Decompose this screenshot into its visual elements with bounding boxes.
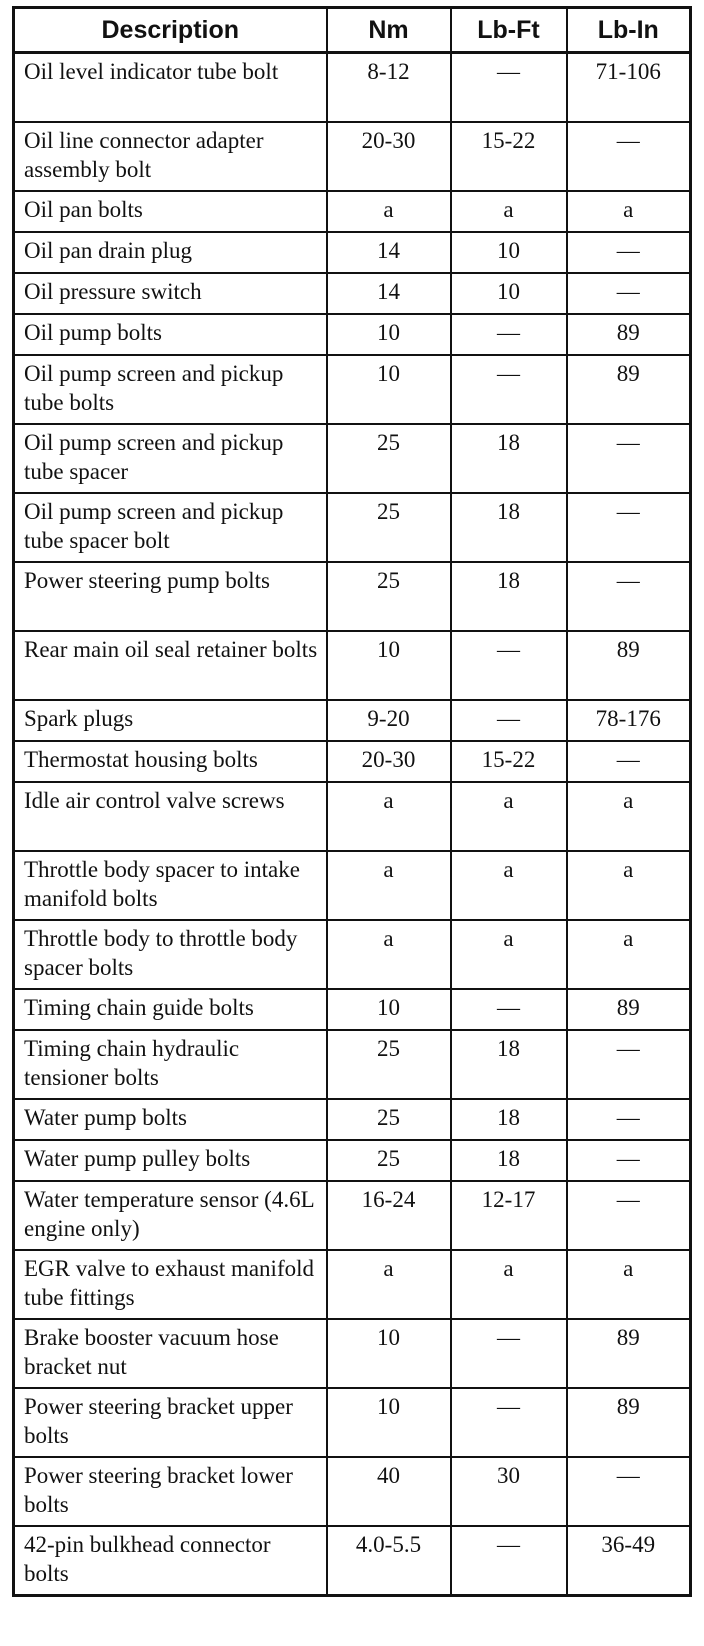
nm-cell: 10 xyxy=(327,355,451,424)
table-row xyxy=(14,920,691,989)
nm-cell: 10 xyxy=(327,631,451,700)
lb-in-cell: 78-176 xyxy=(567,700,691,741)
table-body xyxy=(14,53,691,1596)
lb-in-cell: — xyxy=(567,1030,691,1099)
table-row xyxy=(14,232,691,273)
table-row xyxy=(14,53,691,123)
torque-spec-table xyxy=(12,6,692,1597)
nm-cell: 8-12 xyxy=(327,53,451,123)
nm-cell: 16-24 xyxy=(327,1181,451,1250)
lb-ft-cell: — xyxy=(451,989,567,1030)
nm-cell: 25 xyxy=(327,1099,451,1140)
lb-in-cell: a xyxy=(567,920,691,989)
table-row xyxy=(14,1526,691,1596)
lb-ft-cell: 18 xyxy=(451,1140,567,1181)
table-row xyxy=(14,1030,691,1099)
lb-ft-cell: — xyxy=(451,314,567,355)
description-cell: Power steering bracket lower bolts xyxy=(14,1457,327,1526)
lb-in-cell: a xyxy=(567,191,691,232)
lb-ft-cell: — xyxy=(451,1319,567,1388)
lb-ft-cell: 15-22 xyxy=(451,122,567,191)
description-cell: Thermostat housing bolts xyxy=(14,741,327,782)
nm-cell: a xyxy=(327,191,451,232)
nm-cell: 9-20 xyxy=(327,700,451,741)
lb-ft-cell: 18 xyxy=(451,1030,567,1099)
description-cell: Oil pan bolts xyxy=(14,191,327,232)
lb-ft-cell: a xyxy=(451,782,567,851)
description-cell: Oil pump screen and pickup tube spacer xyxy=(14,424,327,493)
description-cell: Oil pump screen and pickup tube bolts xyxy=(14,355,327,424)
lb-ft-cell: 18 xyxy=(451,562,567,631)
description-cell: Throttle body to throttle body spacer bolts xyxy=(14,920,327,989)
table-row xyxy=(14,562,691,631)
description-cell: 42-pin bulkhead connector bolts xyxy=(14,1526,327,1596)
lb-in-cell: 89 xyxy=(567,1319,691,1388)
nm-cell: 25 xyxy=(327,1140,451,1181)
lb-in-cell: — xyxy=(567,493,691,562)
table-row xyxy=(14,191,691,232)
table-row xyxy=(14,782,691,851)
nm-cell: 14 xyxy=(327,232,451,273)
lb-in-cell: a xyxy=(567,1250,691,1319)
lb-in-cell: — xyxy=(567,1099,691,1140)
lb-ft-cell: 10 xyxy=(451,273,567,314)
nm-cell: a xyxy=(327,851,451,920)
nm-cell: 20-30 xyxy=(327,741,451,782)
description-cell: Water pump pulley bolts xyxy=(14,1140,327,1181)
lb-ft-cell: — xyxy=(451,1388,567,1457)
lb-ft-cell: — xyxy=(451,1526,567,1596)
nm-cell: 10 xyxy=(327,1319,451,1388)
nm-cell: 10 xyxy=(327,1388,451,1457)
description-cell: Spark plugs xyxy=(14,700,327,741)
description-cell: Timing chain guide bolts xyxy=(14,989,327,1030)
lb-in-cell: — xyxy=(567,741,691,782)
nm-cell: a xyxy=(327,1250,451,1319)
lb-in-cell: — xyxy=(567,232,691,273)
table-row xyxy=(14,989,691,1030)
table-row xyxy=(14,1181,691,1250)
description-cell: Timing chain hydraulic tensioner bolts xyxy=(14,1030,327,1099)
lb-in-cell: — xyxy=(567,273,691,314)
description-cell: Oil pressure switch xyxy=(14,273,327,314)
lb-in-cell: — xyxy=(567,1140,691,1181)
lb-ft-cell: 18 xyxy=(451,1099,567,1140)
lb-ft-cell: a xyxy=(451,851,567,920)
table-row xyxy=(14,1140,691,1181)
table-row xyxy=(14,1250,691,1319)
nm-cell: a xyxy=(327,782,451,851)
table-row xyxy=(14,122,691,191)
table-row xyxy=(14,273,691,314)
description-cell: Brake booster vacuum hose bracket nut xyxy=(14,1319,327,1388)
lb-in-cell: 89 xyxy=(567,989,691,1030)
lb-ft-cell: 10 xyxy=(451,232,567,273)
description-cell: Rear main oil seal retainer bolts xyxy=(14,631,327,700)
nm-cell: 20-30 xyxy=(327,122,451,191)
header-lb-ft: Lb-Ft xyxy=(451,8,567,53)
lb-ft-cell: 18 xyxy=(451,424,567,493)
nm-cell: 25 xyxy=(327,493,451,562)
table-row xyxy=(14,631,691,700)
description-cell: Water pump bolts xyxy=(14,1099,327,1140)
table-row xyxy=(14,700,691,741)
description-cell: Idle air control valve screws xyxy=(14,782,327,851)
table-row xyxy=(14,741,691,782)
lb-in-cell: — xyxy=(567,122,691,191)
nm-cell: 14 xyxy=(327,273,451,314)
description-cell: Oil level indicator tube bolt xyxy=(14,53,327,123)
header-description: Description xyxy=(14,8,327,53)
table-row xyxy=(14,1457,691,1526)
nm-cell: 10 xyxy=(327,989,451,1030)
description-cell: Oil line connector adapter assembly bolt xyxy=(14,122,327,191)
header-nm: Nm xyxy=(327,8,451,53)
table-row xyxy=(14,314,691,355)
description-cell: Oil pan drain plug xyxy=(14,232,327,273)
lb-in-cell: 71-106 xyxy=(567,53,691,123)
table-row xyxy=(14,1099,691,1140)
lb-ft-cell: 12-17 xyxy=(451,1181,567,1250)
nm-cell: a xyxy=(327,920,451,989)
table-row xyxy=(14,493,691,562)
header-row xyxy=(14,8,691,53)
lb-ft-cell: — xyxy=(451,700,567,741)
description-cell: Oil pump bolts xyxy=(14,314,327,355)
description-cell: EGR valve to exhaust manifold tube fittings xyxy=(14,1250,327,1319)
lb-ft-cell: a xyxy=(451,191,567,232)
lb-in-cell: a xyxy=(567,782,691,851)
table-row xyxy=(14,424,691,493)
lb-ft-cell: — xyxy=(451,631,567,700)
description-cell: Power steering pump bolts xyxy=(14,562,327,631)
lb-ft-cell: 30 xyxy=(451,1457,567,1526)
nm-cell: 25 xyxy=(327,1030,451,1099)
lb-in-cell: 36-49 xyxy=(567,1526,691,1596)
table-row xyxy=(14,1319,691,1388)
lb-in-cell: — xyxy=(567,424,691,493)
nm-cell: 25 xyxy=(327,424,451,493)
lb-in-cell: a xyxy=(567,851,691,920)
description-cell: Throttle body spacer to intake manifold bolts xyxy=(14,851,327,920)
lb-in-cell: — xyxy=(567,562,691,631)
lb-ft-cell: — xyxy=(451,355,567,424)
description-cell: Power steering bracket upper bolts xyxy=(14,1388,327,1457)
description-cell: Water temperature sensor (4.6L engine only) xyxy=(14,1181,327,1250)
lb-in-cell: 89 xyxy=(567,1388,691,1457)
table-header xyxy=(14,8,691,53)
nm-cell: 40 xyxy=(327,1457,451,1526)
lb-in-cell: 89 xyxy=(567,631,691,700)
lb-ft-cell: 18 xyxy=(451,493,567,562)
lb-in-cell: — xyxy=(567,1181,691,1250)
nm-cell: 25 xyxy=(327,562,451,631)
table-row xyxy=(14,1388,691,1457)
lb-ft-cell: — xyxy=(451,53,567,123)
lb-ft-cell: a xyxy=(451,920,567,989)
description-cell: Oil pump screen and pickup tube spacer bolt xyxy=(14,493,327,562)
table-row xyxy=(14,355,691,424)
lb-ft-cell: 15-22 xyxy=(451,741,567,782)
nm-cell: 4.0-5.5 xyxy=(327,1526,451,1596)
table-row xyxy=(14,851,691,920)
nm-cell: 10 xyxy=(327,314,451,355)
lb-in-cell: 89 xyxy=(567,355,691,424)
header-lb-in: Lb-In xyxy=(567,8,691,53)
lb-ft-cell: a xyxy=(451,1250,567,1319)
lb-in-cell: — xyxy=(567,1457,691,1526)
lb-in-cell: 89 xyxy=(567,314,691,355)
